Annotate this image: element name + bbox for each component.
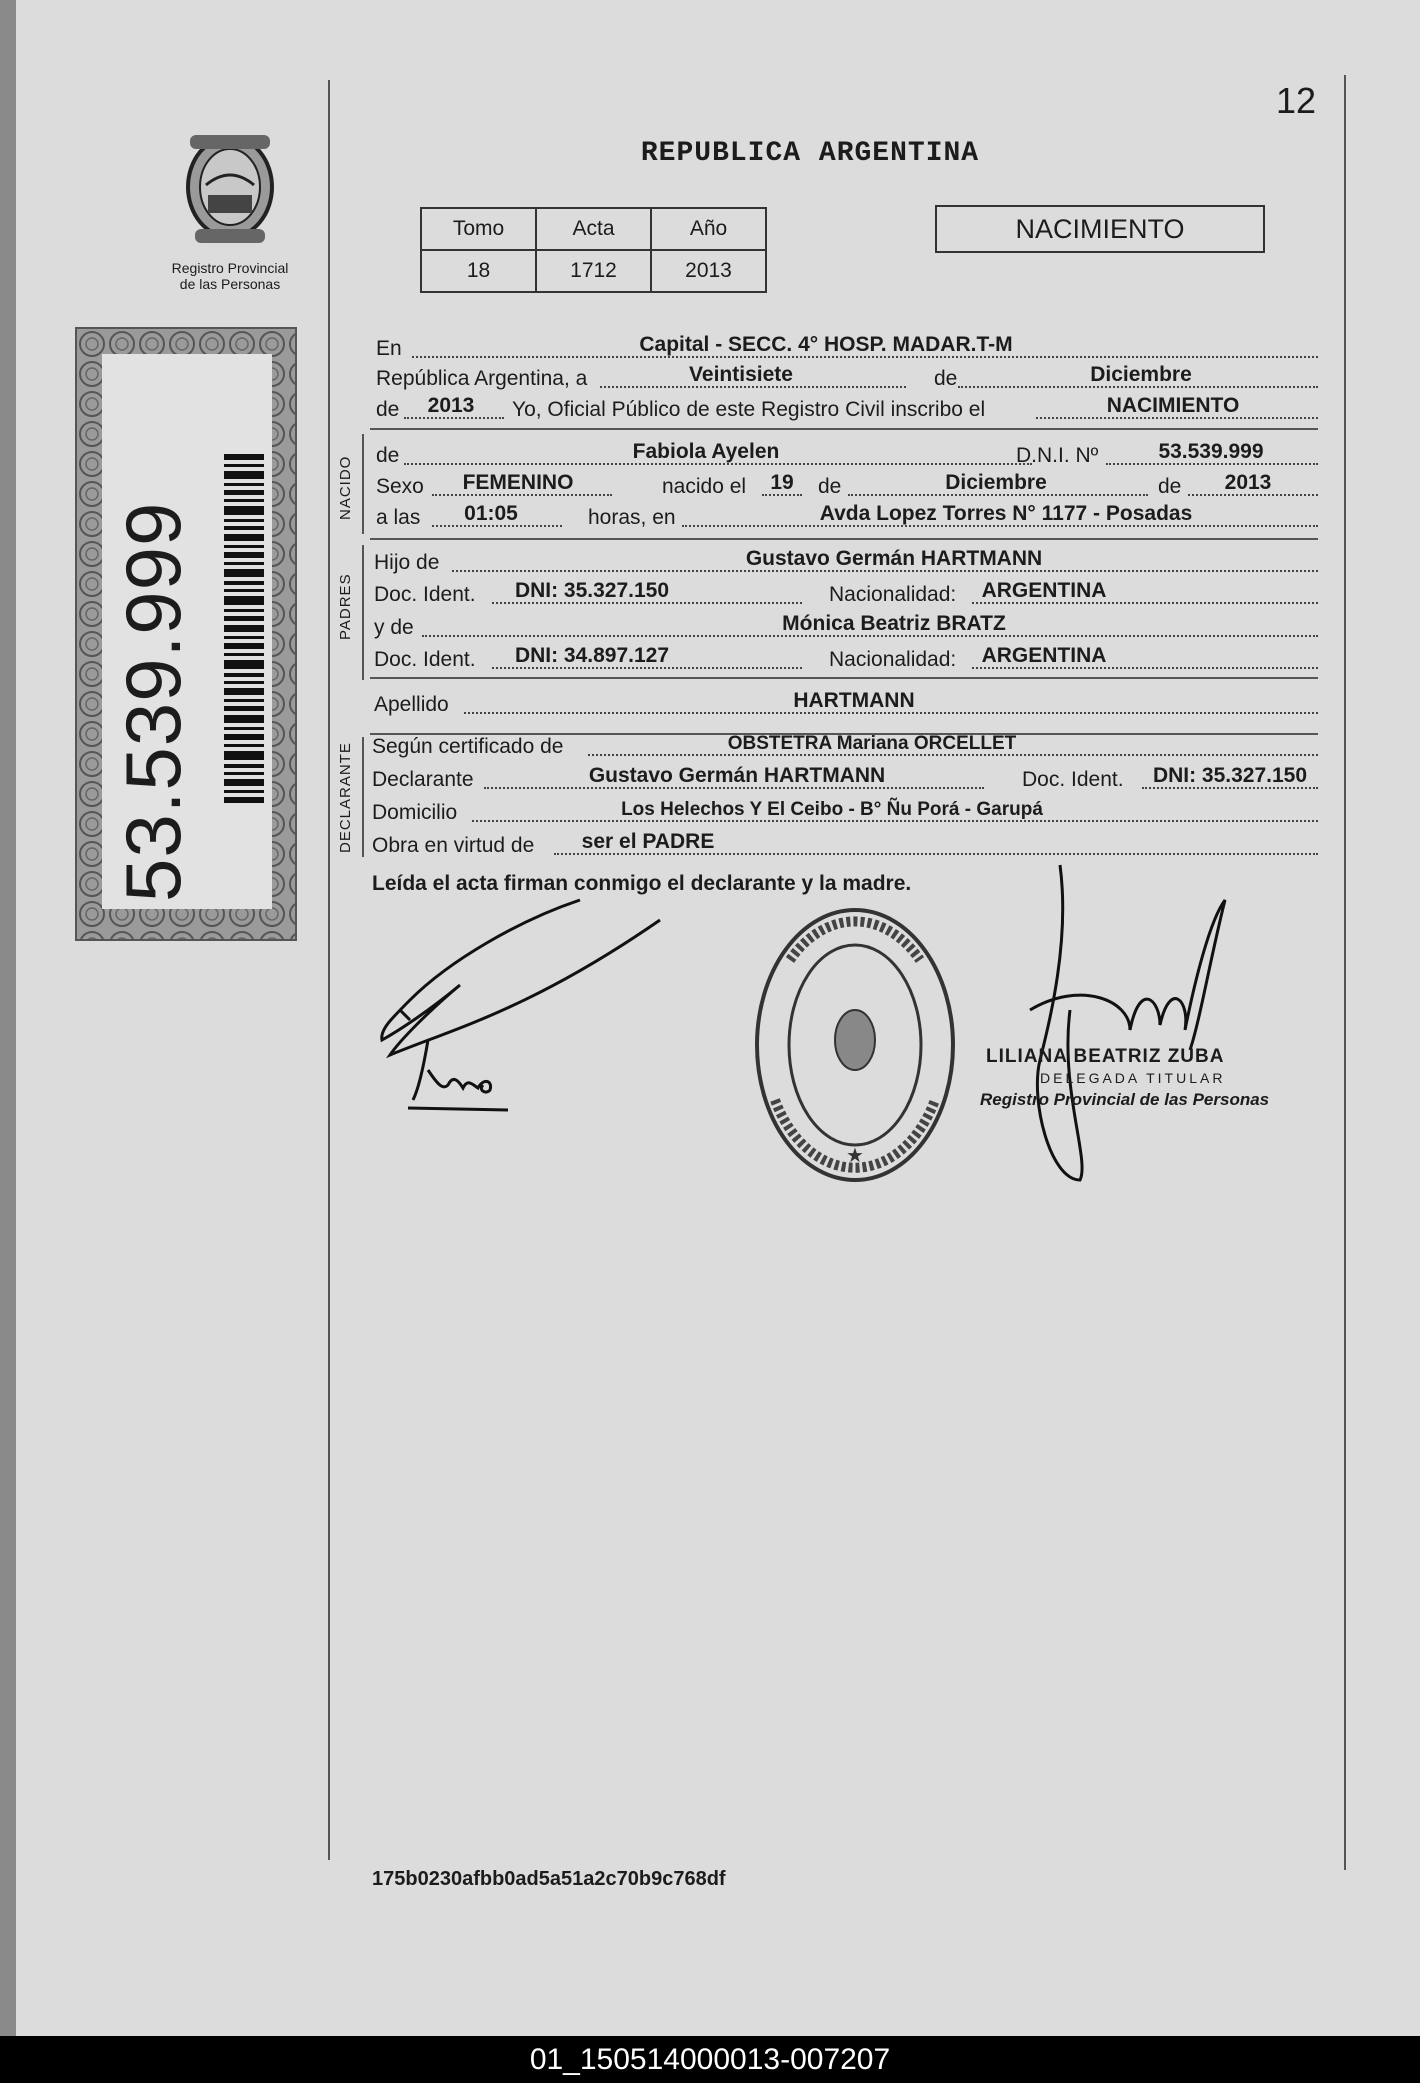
record-type-box: NACIMIENTO bbox=[935, 205, 1265, 253]
country-title: REPUBLICA ARGENTINA bbox=[640, 138, 980, 169]
record-table-value-row bbox=[421, 250, 766, 292]
section-label-declarante: DECLARANTE bbox=[337, 742, 354, 853]
row-anio-tipo bbox=[376, 394, 1318, 424]
section-label-nacido: NACIDO bbox=[337, 455, 354, 520]
dni-barcode-label bbox=[75, 327, 297, 941]
value-dni: 53.539.999 bbox=[1158, 440, 1264, 463]
row-padre bbox=[374, 547, 1318, 577]
value-padre-nac: ARGENTINA bbox=[981, 579, 1107, 602]
label-de-dia: de bbox=[818, 475, 842, 498]
mother-signature-icon bbox=[408, 1030, 528, 1120]
row-apellido bbox=[374, 689, 1318, 719]
row-nombre bbox=[376, 440, 1318, 470]
value-dia-texto: Veintisiete bbox=[689, 363, 793, 386]
value-declarante: Gustavo Germán HARTMANN bbox=[588, 764, 886, 787]
label-de-nombre: de bbox=[376, 444, 400, 467]
rule-2 bbox=[370, 538, 1318, 540]
label-nac-padre: Nacionalidad: bbox=[829, 583, 957, 606]
label-domicilio: Domicilio bbox=[372, 801, 458, 824]
barcode-inner bbox=[102, 354, 272, 909]
value-mes-texto: Diciembre bbox=[1090, 363, 1192, 386]
label-hijo-de: Hijo de bbox=[374, 551, 440, 574]
record-table bbox=[420, 207, 767, 293]
value-mes: Diciembre bbox=[945, 471, 1047, 494]
row-domicilio bbox=[372, 797, 1318, 827]
nacido-bracket bbox=[362, 434, 364, 534]
official-title: DELEGADA TITULAR bbox=[1040, 1070, 1226, 1086]
value-lugar-nacimiento: Avda Lopez Torres N° 1177 - Posadas bbox=[819, 502, 1193, 525]
province-coat-of-arms-icon bbox=[170, 125, 290, 255]
value-madre-nac: ARGENTINA bbox=[981, 644, 1107, 667]
label-a-las: a las bbox=[376, 506, 421, 529]
label-doc-padre: Doc. Ident. bbox=[374, 583, 476, 606]
tomo-header: Tomo bbox=[421, 208, 536, 250]
value-nombre: Fabiola Ayelen bbox=[632, 440, 780, 463]
official-stamp-icon bbox=[750, 900, 960, 1190]
value-apellido: HARTMANN bbox=[793, 689, 915, 712]
declarante-bracket bbox=[362, 737, 364, 857]
closing-text: Leída el acta firman conmigo el declarante y la madre. bbox=[372, 872, 912, 895]
row-declarante bbox=[372, 764, 1318, 794]
label-y-de: y de bbox=[374, 616, 414, 639]
label-declarante: Declarante bbox=[372, 768, 474, 791]
row-fecha-inscripcion bbox=[376, 363, 1318, 393]
label-en: En bbox=[376, 337, 402, 360]
province-logo bbox=[150, 125, 310, 292]
label-horas-en: horas, en bbox=[588, 506, 676, 529]
label-yo: Yo, Oficial Público de este Registro Civil inscribo el bbox=[512, 398, 986, 421]
value-madre-doc: DNI: 34.897.127 bbox=[514, 644, 670, 667]
label-sexo: Sexo bbox=[376, 475, 424, 498]
logo-caption-2: de las Personas bbox=[179, 276, 281, 292]
value-dia: 19 bbox=[770, 471, 794, 494]
rule-3 bbox=[370, 677, 1318, 679]
barcode-icon bbox=[224, 454, 264, 814]
scan-id-strip: 01_150514000013-007207 bbox=[0, 2036, 1420, 2083]
label-doc-madre: Doc. Ident. bbox=[374, 648, 476, 671]
label-apellido: Apellido bbox=[374, 693, 449, 716]
value-lugar: Capital - SECC. 4° HOSP. MADAR.T-M bbox=[639, 333, 1013, 356]
rule-1 bbox=[370, 428, 1318, 430]
row-lugar bbox=[376, 333, 1318, 363]
row-padre-doc bbox=[374, 579, 1318, 609]
label-republica: República Argentina, a bbox=[376, 367, 588, 390]
logo-caption-1: Registro Provincial bbox=[171, 260, 289, 276]
official-office: Registro Provincial de las Personas bbox=[980, 1090, 1270, 1109]
official-signature-icon bbox=[1010, 860, 1250, 1190]
value-domicilio: Los Helechos Y El Ceibo - B° Ñu Porá - Garupá bbox=[621, 799, 1043, 820]
row-madre-doc bbox=[374, 644, 1318, 674]
padres-bracket bbox=[362, 545, 364, 680]
label-de-mes: de bbox=[934, 367, 958, 390]
value-padre: Gustavo Germán HARTMANN bbox=[745, 547, 1043, 570]
label-nacido-el: nacido el bbox=[662, 475, 747, 498]
value-hora: 01:05 bbox=[464, 502, 518, 525]
official-name: LILIANA BEATRIZ ZUBA bbox=[986, 1046, 1225, 1067]
value-obra: ser el PADRE bbox=[581, 830, 715, 853]
dni-barcode-number: 53.539.999 bbox=[109, 501, 197, 902]
row-hora-lugar bbox=[376, 502, 1318, 532]
value-anio-inscripcion: 2013 bbox=[427, 394, 475, 417]
label-de-anio-nac: de bbox=[1158, 475, 1182, 498]
hash-code: 175b0230afbb0ad5a51a2c70b9c768df bbox=[372, 1868, 726, 1890]
value-madre: Mónica Beatriz BRATZ bbox=[782, 612, 1006, 635]
row-certificado bbox=[372, 731, 1318, 761]
anio-header: Año bbox=[651, 208, 766, 250]
value-certificado: OBSTETRA Mariana ORCELLET bbox=[727, 733, 1017, 754]
value-anio: 2013 bbox=[1224, 471, 1272, 494]
svg-text:★: ★ bbox=[846, 1145, 864, 1167]
value-sexo: FEMENINO bbox=[462, 471, 574, 494]
label-doc-declarante: Doc. Ident. bbox=[1022, 768, 1124, 791]
acta-header: Acta bbox=[536, 208, 651, 250]
row-sexo-fecha bbox=[376, 471, 1318, 501]
right-margin-line bbox=[1344, 75, 1346, 1870]
left-margin-line bbox=[328, 80, 330, 1860]
label-de-anio: de bbox=[376, 398, 400, 421]
acta-value: 1712 bbox=[536, 250, 651, 292]
label-segun: Según certificado de bbox=[372, 735, 564, 758]
page-number: 12 bbox=[1276, 80, 1317, 121]
value-padre-doc: DNI: 35.327.150 bbox=[514, 579, 670, 602]
section-label-padres: PADRES bbox=[337, 573, 354, 640]
record-table-header-row bbox=[421, 208, 766, 250]
anio-value: 2013 bbox=[651, 250, 766, 292]
row-obra bbox=[372, 830, 1318, 860]
value-declarante-doc: DNI: 35.327.150 bbox=[1152, 764, 1308, 787]
tomo-value: 18 bbox=[421, 250, 536, 292]
label-nac-madre: Nacionalidad: bbox=[829, 648, 957, 671]
row-madre bbox=[374, 612, 1318, 642]
value-tipo: NACIMIENTO bbox=[1106, 394, 1240, 417]
label-dni-no: D.N.I. Nº bbox=[1016, 444, 1099, 467]
label-obra: Obra en virtud de bbox=[372, 834, 535, 857]
